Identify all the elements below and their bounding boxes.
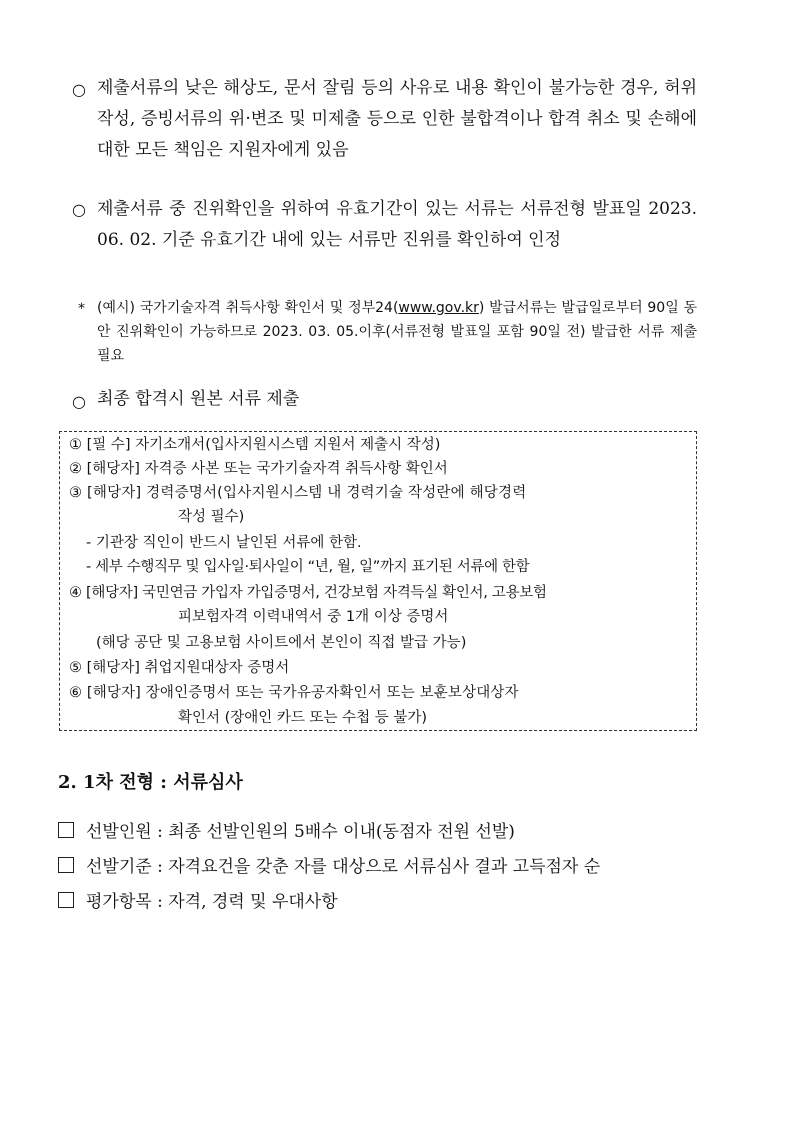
checkbox-icon (58, 892, 74, 908)
required-documents-box (59, 431, 697, 731)
doc-item-career-certificate-cont: 작성 필수) (178, 509, 245, 525)
doc-item-disability: ⑥ [해당자] 장애인증명서 또는 국가유공자확인서 또는 보훈보상대상자 (69, 685, 519, 701)
doc-note-seal: - 기관장 직인이 반드시 날인된 서류에 한함. (86, 535, 362, 551)
note-text-before-url: (예시) 국가기술자격 취득사항 확인서 및 정부24( (97, 300, 399, 316)
bullet-icon: ○ (72, 80, 86, 99)
doc-item-disability-cont: 확인서 (장애인 카드 또는 수첩 등 불가) (178, 710, 428, 726)
doc-item-cover-letter: ① [필 수] 자기소개서(입사지원시스템 지원서 제출시 작성) (69, 437, 441, 453)
criteria-text: 선발인원 : 최종 선발인원의 5배수 이내(동점자 전원 선발) (86, 822, 515, 842)
doc-item-insurance: ④ [해당자] 국민연금 가입자 가입증명서, 건강보험 자격득실 확인서, 고용보험 (69, 585, 547, 601)
criteria-item-headcount (58, 817, 515, 842)
checkbox-icon (58, 857, 74, 873)
doc-item-employment-support: ⑤ [해당자] 취업지원대상자 증명서 (69, 660, 290, 676)
bullet-icon: ○ (72, 392, 86, 411)
paragraph-document-responsibility: 제출서류의 낮은 해상도, 문서 잘림 등의 사유로 내용 확인이 불가능한 경우, 허위 작성, 증빙서류의 위·변조 및 미제출 등으로 인한 불합격이나 합격 취소 및 손해에 대한 모든 책임은 지원자에게 있음 (97, 78, 697, 160)
bullet-icon: ○ (72, 200, 86, 219)
doc-item-insurance-cont: 피보험자격 이력내역서 중 1개 이상 증명서 (178, 609, 449, 625)
doc-item-certificate: ② [해당자] 자격증 사본 또는 국가기술자격 취득사항 확인서 (69, 461, 448, 477)
note-text-after-url: ) 발급서류는 발급일로부터 90일 동안 진위확인이 가능하므로 2023. 03. 05.이후(서류전형 발표일 포함 90일 전) 발급한 서류 제출 필요 (97, 300, 697, 364)
checkbox-icon (58, 822, 74, 838)
doc-note-dates: - 세부 수행직무 및 입사일·퇴사일이 “년, 월, 일”까지 표기된 서류에 한함 (86, 559, 530, 575)
paragraph-validity-check: 제출서류 중 진위확인을 위하여 유효기간이 있는 서류는 서류전형 발표일 2023. 06. 02. 기준 유효기간 내에 있는 서류만 진위를 확인하여 인정 (97, 199, 697, 250)
criteria-text: 평가항목 : 자격, 경력 및 우대사항 (86, 892, 338, 912)
doc-note-issue: (해당 공단 및 고용보험 사이트에서 본인이 직접 발급 가능) (96, 635, 467, 651)
gov24-link[interactable]: www.gov.kr (398, 300, 479, 316)
criteria-text: 선발기준 : 자격요건을 갖춘 자를 대상으로 서류심사 결과 고득점자 순 (86, 857, 601, 877)
criteria-item-evaluation (58, 887, 338, 912)
doc-item-career-certificate: ③ [해당자] 경력증명서(입사지원시스템 내 경력기술 작성란에 해당경력 (69, 485, 527, 501)
section-title: 2. 1차 전형 : 서류심사 (58, 772, 243, 793)
criteria-item-standard (58, 852, 600, 877)
paragraph-original-documents: 최종 합격시 원본 서류 제출 (97, 389, 300, 409)
note-asterisk: * (78, 301, 85, 317)
note-example (97, 296, 697, 368)
